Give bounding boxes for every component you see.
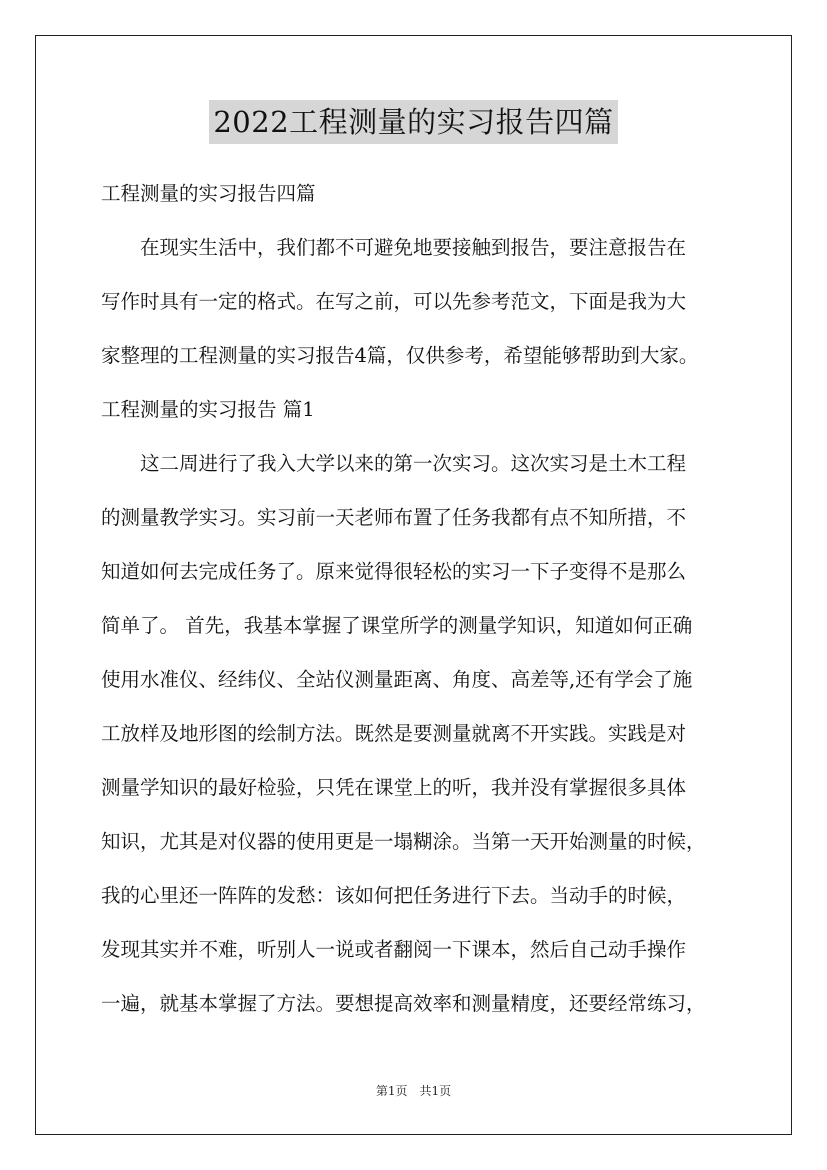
body-line: 在现实生活中，我们都不可避免地要接触到报告，要注意报告在 [101, 236, 687, 259]
body-line: 的测量教学实习。实习前一天老师布置了任务我都有点不知所措，不 [101, 506, 687, 529]
body-line: 我的心里还一阵阵的发愁：该如何把任务进行下去。当动手的时候， [101, 884, 687, 907]
page-number-footer: 第1页 共1页 [375, 1084, 452, 1098]
body-line: 简单了。 首先，我基本掌握了课堂所学的测量学知识，知道如何正确 [101, 614, 693, 637]
body-line: 写作时具有一定的格式。在写之前，可以先参考范文，下面是我为大 [101, 290, 687, 313]
body-line: 使用水准仪、经纬仪、全站仪测量距离、角度、高差等,还有学会了施 [101, 668, 693, 691]
body-line: 这二周进行了我入大学以来的第一次实习。这次实习是土木工程 [101, 452, 687, 475]
body-line: 测量学知识的最好检验，只凭在课堂上的听，我并没有掌握很多具体 [101, 776, 687, 799]
document-title-container [0, 100, 827, 144]
subtitle-line: 工程测量的实习报告四篇 [101, 182, 316, 205]
body-line: 发现其实并不难，听别人一说或者翻阅一下课本，然后自己动手操作 [101, 938, 687, 961]
body-line: 一遍，就基本掌握了方法。要想提高效率和测量精度，还要经常练习， [101, 992, 706, 1015]
body-line: 知识，尤其是对仪器的使用更是一塌糊涂。当第一天开始测量的时候， [101, 830, 706, 853]
document-title: 2022工程测量的实习报告四篇 [209, 100, 617, 144]
section-heading: 工程测量的实习报告 篇1 [101, 398, 315, 421]
body-line: 知道如何去完成任务了。原来觉得很轻松的实习一下子变得不是那么 [101, 560, 687, 583]
body-line: 工放样及地形图的绘制方法。既然是要测量就离不开实践。实践是对 [101, 722, 687, 745]
body-line: 家整理的工程测量的实习报告4篇，仅供参考，希望能够帮助到大家。 [101, 344, 699, 367]
